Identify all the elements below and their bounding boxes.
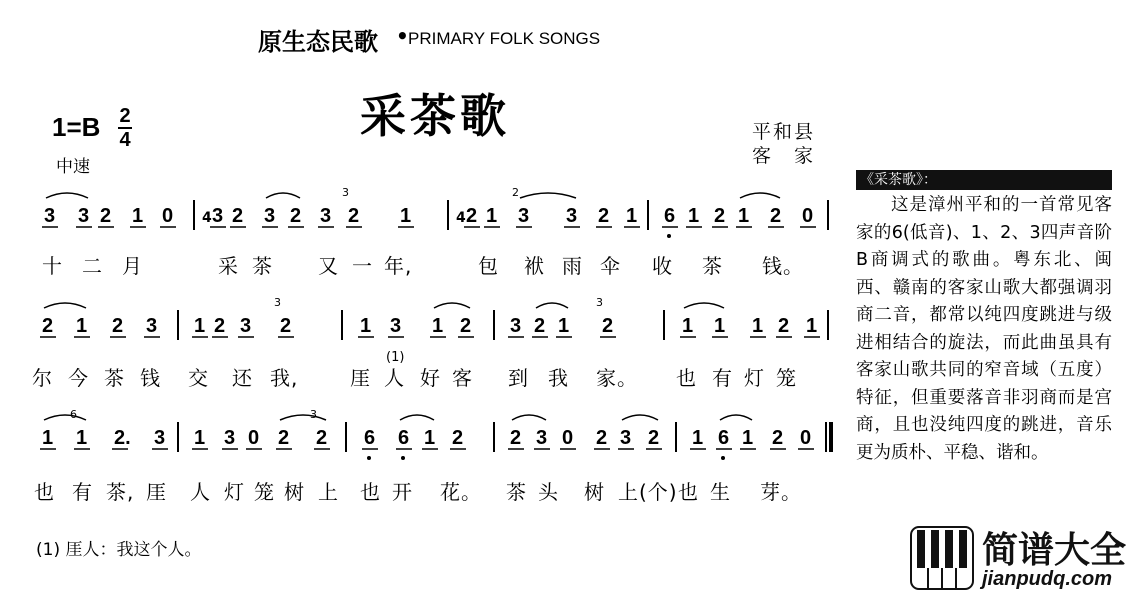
score-note: 3: [78, 205, 90, 227]
score-note: 1: [806, 315, 818, 337]
score-note: 2: [510, 427, 522, 449]
score-note: 2: [232, 205, 244, 227]
grace-note: 3: [310, 408, 317, 421]
lyric-syllable: 钱: [140, 366, 161, 390]
lyric-syllable: 采: [218, 254, 239, 278]
score-note: 2: [100, 205, 112, 227]
score-note: 1: [76, 315, 88, 337]
score-note: 2: [278, 427, 290, 449]
score-note: 2: [534, 315, 546, 337]
octave-dot: [667, 234, 671, 238]
lyric-syllable: 也: [34, 480, 55, 504]
slur: [400, 415, 434, 420]
lyric-syllable: 茶: [506, 480, 527, 504]
score-note: 1: [692, 427, 704, 449]
score-note: 2: [348, 205, 360, 227]
score-note: 6: [364, 427, 376, 449]
score-note: 2: [598, 205, 610, 227]
lyric-syllable: 上: [318, 480, 339, 504]
site-logo: [910, 524, 1132, 594]
grace-note: 3: [596, 296, 603, 309]
side-note: [856, 170, 1112, 550]
score-note: 1: [742, 427, 754, 449]
side-note-header: 《采茶歌》：: [856, 170, 1112, 190]
lyric-syllable: 茶: [104, 366, 125, 390]
octave-dot: [367, 456, 371, 460]
score-note: 3: [146, 315, 158, 337]
score-note: 2: [596, 427, 608, 449]
slur: [622, 415, 658, 420]
score-note: 6: [718, 427, 730, 449]
score-note: 2: [466, 205, 478, 227]
lyric-syllable: 花。: [440, 480, 482, 504]
score-note: 1: [194, 427, 206, 449]
score-note: 2: [214, 315, 226, 337]
score-note: 0: [162, 205, 174, 227]
score-note: 2: [772, 427, 784, 449]
lyric-syllable: 人: [190, 480, 211, 504]
score-note: 1: [76, 427, 88, 449]
slur: [720, 415, 752, 420]
score-note: 2: [602, 315, 614, 337]
score-note: 3: [320, 205, 332, 227]
lyric-syllable: 厓: [146, 480, 167, 504]
lyric-line-1: [0, 250, 840, 276]
score-note: 1: [626, 205, 638, 227]
lyric-syllable: 又: [318, 254, 339, 278]
song-origin: [752, 120, 815, 168]
lyric-syllable: 雨: [562, 254, 583, 278]
slur: [512, 415, 546, 420]
score-note: 6: [398, 427, 410, 449]
score-note: 3: [620, 427, 632, 449]
score-note: 3: [224, 427, 236, 449]
lyric-line-3: [0, 476, 840, 502]
lyric-syllable: 笼: [254, 480, 275, 504]
lyric-syllable: 树: [584, 480, 605, 504]
score-note: 3: [240, 315, 252, 337]
score-note: 2: [460, 315, 472, 337]
lyric-syllable: 有: [712, 366, 733, 390]
score-note: 1: [132, 205, 144, 227]
score-note: 0: [800, 427, 812, 449]
score-note: 0: [248, 427, 260, 449]
meter-change: 4: [202, 210, 212, 226]
lyric-syllable: 灯: [744, 366, 765, 390]
series-separator: •: [396, 24, 409, 48]
series-title-english: PRIMARY FOLK SONGS: [408, 29, 601, 48]
lyric-syllable: 生: [710, 480, 731, 504]
score-note: 3: [566, 205, 578, 227]
key-signature: 1=B: [52, 112, 101, 142]
origin-people: 客 家: [752, 145, 816, 167]
lyric-syllable: 开: [392, 480, 413, 504]
meter-change: 4: [456, 210, 466, 226]
score-note: 3: [510, 315, 522, 337]
score-note: 1: [486, 205, 498, 227]
lyric-syllable: 月: [122, 254, 143, 278]
score-note: 3: [536, 427, 548, 449]
lyric-syllable: 茶,: [106, 480, 135, 504]
lyric-syllable: 芽。: [760, 480, 802, 504]
lyric-syllable: 包: [478, 254, 499, 278]
score-note: 0: [802, 205, 814, 227]
lyric-syllable: 十: [42, 254, 63, 278]
lyric-syllable: 笼: [776, 366, 797, 390]
song-title: 采茶歌: [360, 89, 510, 143]
grace-note: 2: [512, 186, 519, 199]
lyric-syllable: 伞: [600, 254, 621, 278]
score-note: 1: [752, 315, 764, 337]
lyric-syllable: 头: [538, 480, 559, 504]
lyric-syllable: 家。: [596, 366, 638, 390]
score-note: 1: [738, 205, 750, 227]
lyric-syllable: 树: [284, 480, 305, 504]
slur: [740, 193, 780, 198]
lyric-syllable: 客: [452, 366, 473, 390]
score-note: 3: [264, 205, 276, 227]
score-note: 1: [558, 315, 570, 337]
logo-url: jianpudq.com: [982, 568, 1112, 590]
score-note: 3: [154, 427, 166, 449]
lyric-syllable: 袱: [524, 254, 545, 278]
score-note: 1: [714, 315, 726, 337]
lyric-syllable: 一: [352, 254, 373, 278]
grace-note: 6: [70, 408, 77, 421]
score-note: 1: [682, 315, 694, 337]
slur: [536, 303, 568, 308]
lyric-syllable: 也: [360, 480, 381, 504]
slur: [46, 193, 88, 198]
slur: [44, 415, 86, 420]
lyric-syllable: 尔: [32, 366, 53, 390]
score-note: 1: [42, 427, 54, 449]
origin-county: 平和县: [752, 121, 816, 143]
lyric-syllable: 灯: [224, 480, 245, 504]
score-note: 2: [452, 427, 464, 449]
lyric-syllable: 钱。: [762, 254, 804, 278]
lyric-syllable: 茶: [702, 254, 723, 278]
score-note: 2.: [114, 427, 131, 449]
score-note: 1: [424, 427, 436, 449]
grace-note: 3: [342, 186, 349, 199]
piano-keys-icon: [910, 526, 974, 592]
logo-text: 简谱大全: [982, 530, 1127, 571]
slur: [266, 193, 300, 198]
lyric-syllable: 也: [676, 366, 697, 390]
lyric-syllable: 还: [232, 366, 253, 390]
score-note: 2: [290, 205, 302, 227]
score-note: 2: [770, 205, 782, 227]
score-note: 2: [42, 315, 54, 337]
slur: [434, 303, 470, 308]
lyric-syllable: 好: [420, 366, 441, 390]
tempo-marking: 中速: [56, 157, 90, 177]
slur: [280, 415, 326, 420]
score-line-2: [0, 296, 840, 356]
score-note: 1: [194, 315, 206, 337]
lyric-syllable: 交: [188, 366, 209, 390]
score-line-1: [0, 186, 840, 246]
score-note: 3: [518, 205, 530, 227]
series-title-chinese: 原生态民歌: [258, 28, 378, 56]
lyric-syllable: 厓: [350, 366, 371, 390]
lyric-syllable: 有: [72, 480, 93, 504]
score-line-3: [0, 408, 840, 468]
score-note: 2: [778, 315, 790, 337]
lyric-syllable: 我: [548, 366, 569, 390]
lyric-syllable: 收: [652, 254, 673, 278]
footnote-marker: (1): [386, 350, 405, 365]
time-signature-bottom: 4: [119, 129, 131, 151]
lyric-syllable: 我,: [270, 366, 299, 390]
score-note: 2: [112, 315, 124, 337]
score-note: 6: [664, 205, 676, 227]
score-note: 2: [280, 315, 292, 337]
lyric-syllable: 到: [508, 366, 529, 390]
slur: [520, 193, 576, 198]
lyric-line-2: [0, 362, 840, 388]
footnote: (1) 厓人：我这个人。: [36, 540, 202, 560]
slur: [684, 303, 724, 308]
score-note: 2: [714, 205, 726, 227]
lyric-syllable: 也: [678, 480, 699, 504]
score-note: 1: [400, 205, 412, 227]
score-note: 2: [648, 427, 660, 449]
lyric-syllable: 今: [68, 366, 89, 390]
side-note-body: 这是漳州平和的一首常见客家的6(低音)、1、2、3四声音阶B商调式的歌曲。粤东北、闽西、赣南的客家山歌大都强调羽商二音，都常以纯四度跳进与级进相结合的旋法，而此曲虽具有客家山歌共同的窄音域（五度）特征，但重要落音非羽商而是宫商，且也没纯四度的跳进，音乐更为质朴、平稳、谐和。: [856, 195, 1112, 463]
score-note: 2: [316, 427, 328, 449]
score-note: 1: [432, 315, 444, 337]
lyric-syllable: 茶: [252, 254, 273, 278]
lyric-syllable: 年,: [384, 254, 413, 278]
time-signature: [118, 106, 132, 150]
octave-dot: [401, 456, 405, 460]
score-note: 3: [390, 315, 402, 337]
lyric-syllable: 二: [82, 254, 103, 278]
score-note: 3: [212, 205, 224, 227]
time-signature-top: 2: [119, 105, 131, 127]
score-note: 1: [688, 205, 700, 227]
slur: [44, 303, 86, 308]
octave-dot: [721, 456, 725, 460]
lyric-syllable: 人: [384, 366, 405, 390]
score-note: 0: [562, 427, 574, 449]
grace-note: 3: [274, 296, 281, 309]
lyric-syllable: 上(个): [618, 480, 678, 504]
score-note: 1: [360, 315, 372, 337]
score-note: 3: [44, 205, 56, 227]
